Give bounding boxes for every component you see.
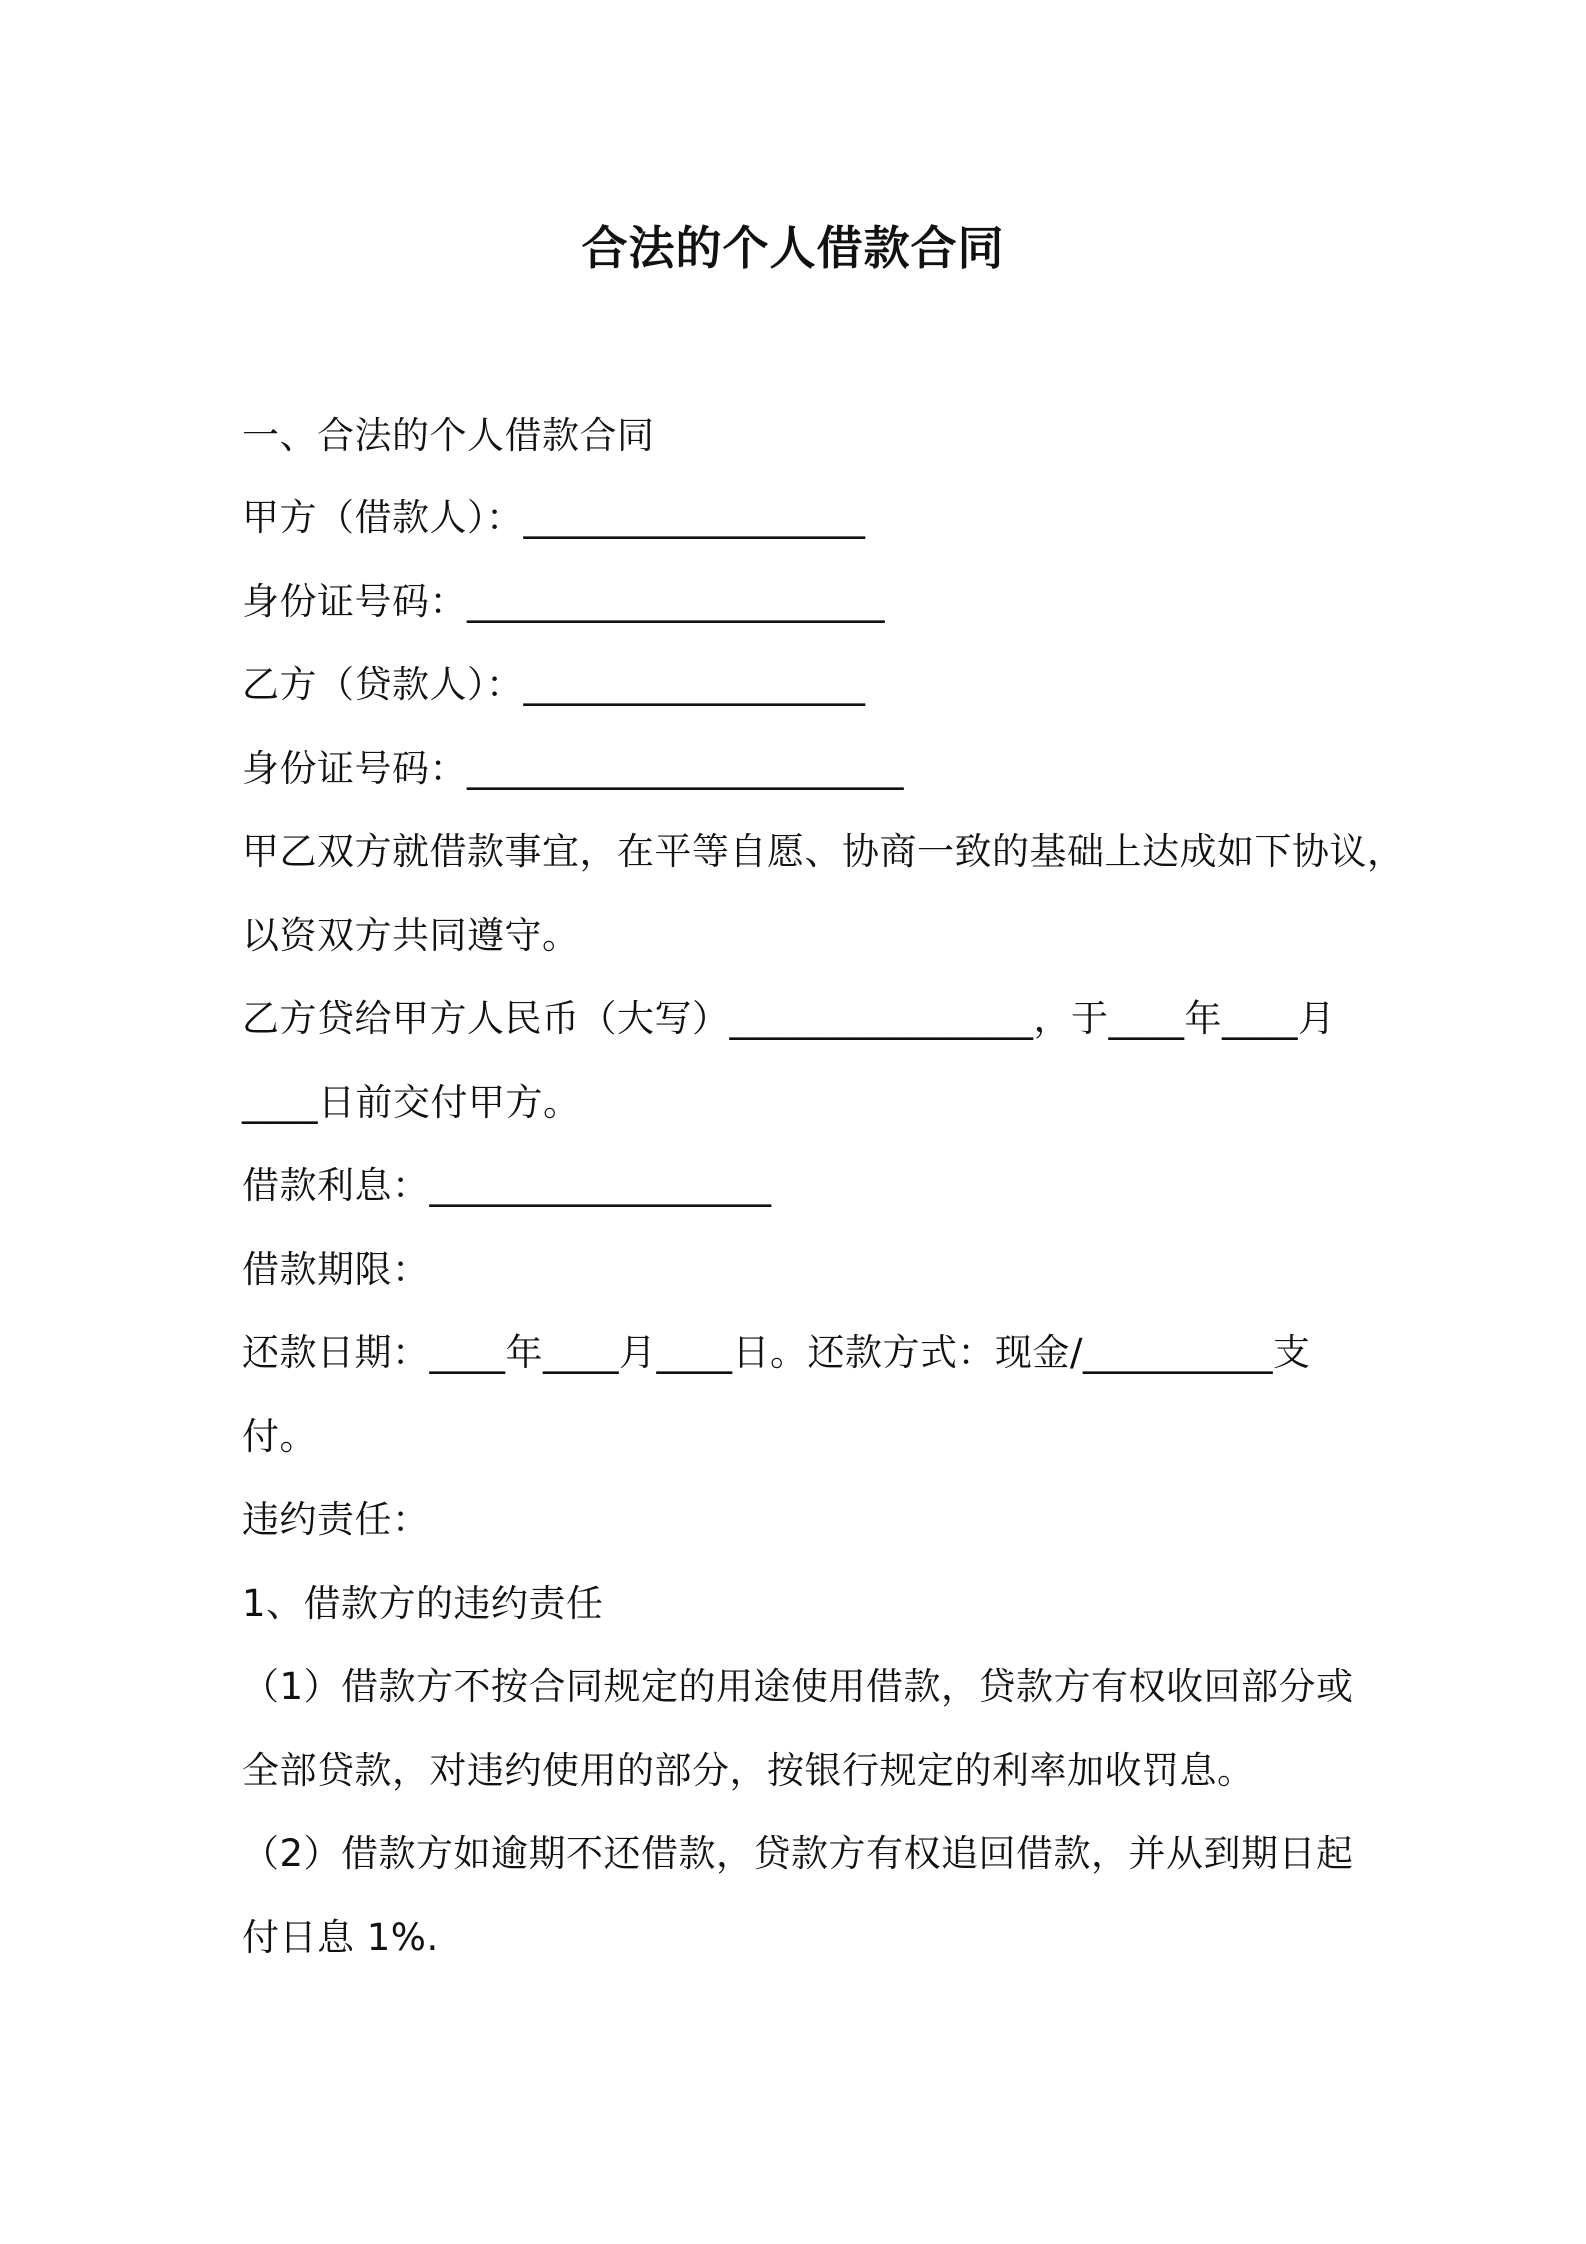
clause-2-line-1: （2）借款方如逾期不还借款，贷款方有权追回借款，并从到期日起: [242, 1832, 1354, 1875]
loan-amount-line-2: ____日前交付甲方。: [242, 1081, 581, 1124]
clause-2-line-2: 付日息 1%.: [242, 1916, 439, 1959]
party-a-id-field: 身份证号码：______________________: [242, 580, 885, 623]
section-heading: 一、合法的个人借款合同: [242, 414, 655, 457]
party-b-id-field: 身份证号码：_______________________: [242, 747, 904, 790]
liability-heading: 违约责任：: [242, 1498, 430, 1541]
repayment-line-2: 付。: [242, 1415, 317, 1458]
agreement-paragraph-line-1: 甲乙双方就借款事宜，在平等自愿、协商一致的基础上达成如下协议，: [242, 830, 1405, 873]
borrower-liability-heading: 1、借款方的违约责任: [242, 1582, 604, 1625]
clause-1-line-2: 全部贷款，对违约使用的部分，按银行规定的利率加收罚息。: [242, 1749, 1255, 1792]
page-title: 合法的个人借款合同: [581, 221, 1005, 275]
loan-term-field: 借款期限：: [242, 1248, 430, 1291]
loan-interest-field: 借款利息：__________________: [242, 1164, 772, 1207]
party-b-field: 乙方（贷款人）：__________________: [242, 663, 866, 706]
party-a-field: 甲方（借款人）：__________________: [242, 496, 866, 539]
repayment-line-1: 还款日期：____年____月____日。还款方式：现金/__________支: [242, 1331, 1311, 1374]
agreement-paragraph-line-2: 以资双方共同遵守。: [242, 914, 580, 957]
clause-1-line-1: （1）借款方不按合同规定的用途使用借款，贷款方有权收回部分或: [242, 1665, 1354, 1708]
loan-amount-line-1: 乙方贷给甲方人民币（大写）________________，于____年____月: [242, 997, 1336, 1040]
